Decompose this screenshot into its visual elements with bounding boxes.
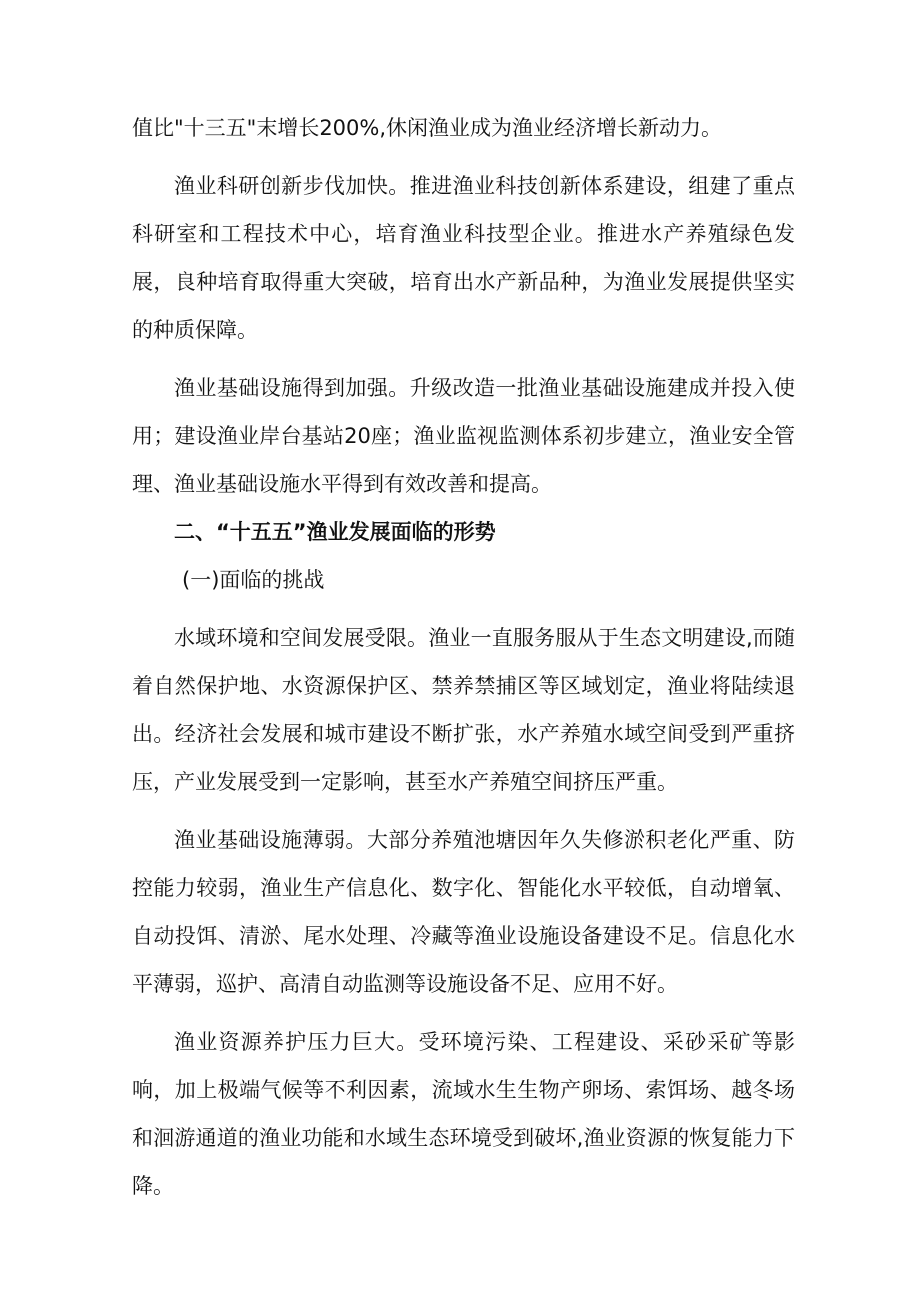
paragraph-weak-infrastructure: 渔业基础设施薄弱。大部分养殖池塘因年久失修淤积老化严重、防控能力较弱，渔业生产信息化、数字化、智能化水平较低，自动增氧、自动投饵、清淤、尾水处理、冷藏等渔业设施设备建设不足。信息化水平薄弱，巡护、高清自动监测等设施设备不足、应用不好。 xyxy=(132,828,795,996)
paragraph-research-innovation: 渔业科研创新步伐加快。推进渔业科技创新体系建设，组建了重点科研室和工程技术中心，培育渔业科技型企业。推进水产养殖绿色发展，良种培育取得重大突破，培育出水产新品种，为渔业发展提供坚实的种质保障。 xyxy=(132,174,795,342)
paragraph-continuation: 值比"十三五"末增长200%,休闲渔业成为渔业经济增长新动力。 xyxy=(132,116,723,140)
paragraph-water-space-limits: 水域环境和空间发展受限。渔业一直服务服从于生态文明建设,而随着自然保护地、水资源保护区、禁养禁捕区等区域划定，渔业将陆续退出。经济社会发展和城市建设不断扩张，水产养殖水域空间受到严重挤压，产业发展受到一定影响，甚至水产养殖空间挤压严重。 xyxy=(132,626,795,794)
subsection-heading: (一)面临的挑战 xyxy=(182,568,325,592)
paragraph-resource-protection: 渔业资源养护压力巨大。受环境污染、工程建设、采砂采矿等影响，加上极端气候等不利因素，流域水生生物产卵场、索饵场、越冬场和洄游通道的渔业功能和水域生态环境受到破坏,渔业资源的恢复能力下降。 xyxy=(132,1030,795,1198)
section-heading: 二、“十五五”渔业发展面临的形势 xyxy=(174,520,496,544)
paragraph-infrastructure-strengthened: 渔业基础设施得到加强。升级改造一批渔业基础设施建成并投入使用；建设渔业岸台基站20座；渔业监视监测体系初步建立，渔业安全管理、渔业基础设施水平得到有效改善和提高。 xyxy=(132,376,795,496)
